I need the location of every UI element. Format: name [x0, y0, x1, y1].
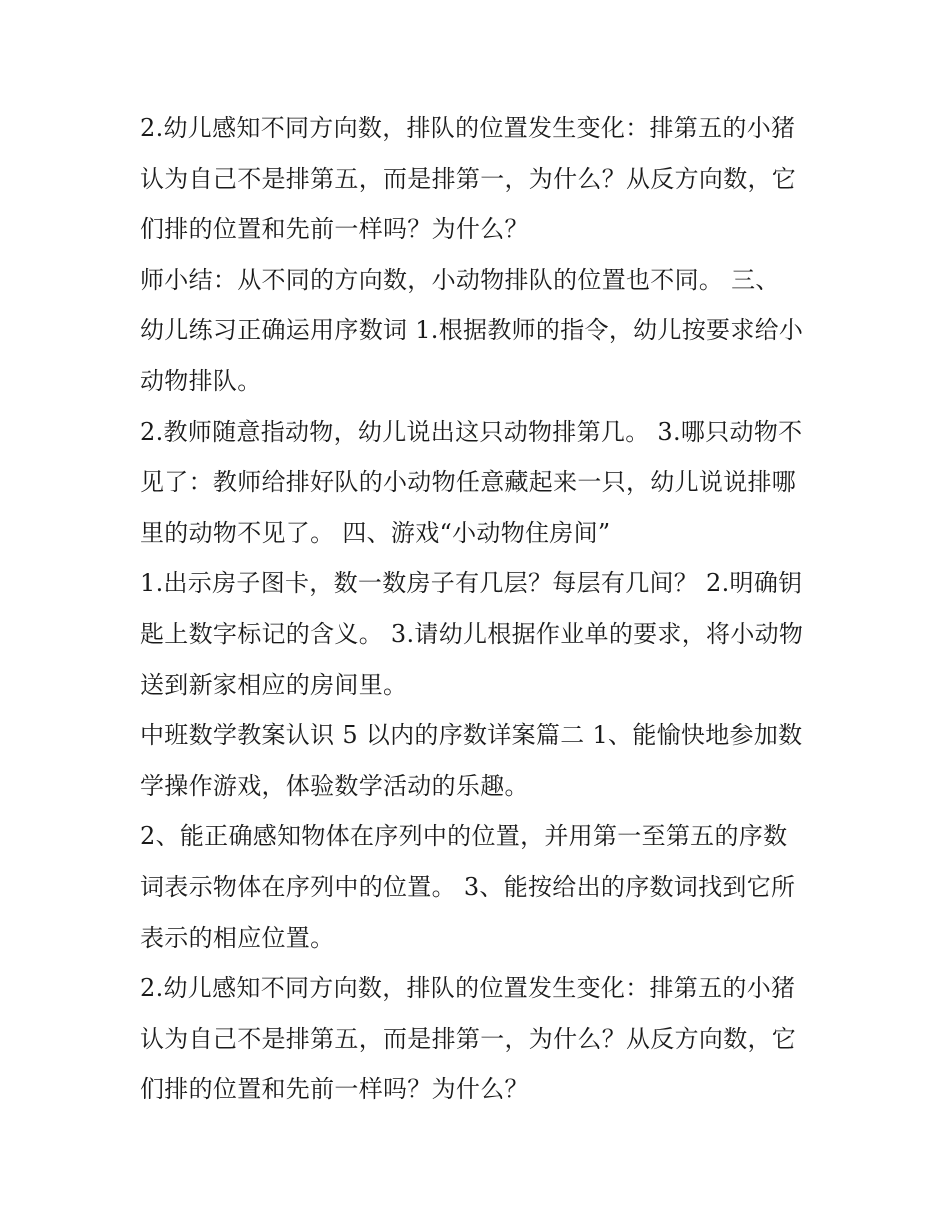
document-body [140, 103, 820, 1115]
text-line: 词表示物体在序列中的位置。 3、能按给出的序数词找到它所 [140, 872, 796, 901]
text-line: 认为自己不是排第五，而是排第一，为什么？从反方向数，它 [140, 1024, 797, 1053]
text-line: 1.出示房子图卡，数一数房子有几层？每层有几间？ 2.明确钥 [140, 569, 803, 598]
text-line: 里的动物不见了。 四、游戏“小动物住房间” [140, 518, 611, 547]
paragraph-6 [140, 811, 820, 963]
paragraph-7 [140, 963, 820, 1115]
paragraph-3 [140, 407, 820, 559]
text-line: 们排的位置和先前一样吗？为什么？ [140, 215, 529, 244]
paragraph-4 [140, 558, 820, 710]
text-line: 2.幼儿感知不同方向数，排队的位置发生变化：排第五的小猪 [140, 974, 796, 1003]
text-line: 送到新家相应的房间里。 [140, 670, 408, 699]
paragraph-5 [140, 710, 820, 811]
text-line: 们排的位置和先前一样吗？为什么？ [140, 1075, 529, 1104]
text-line: 学操作游戏，体验数学活动的乐趣。 [140, 771, 529, 800]
text-line: 中班数学教案认识 5 以内的序数详案篇二 1、能愉快地参加数 [140, 721, 803, 750]
text-line: 2.教师随意指动物，幼儿说出这只动物排第几。 3.哪只动物不 [140, 417, 803, 446]
text-line: 2、能正确感知物体在序列中的位置，并用第一至第五的序数 [140, 822, 788, 851]
text-line: 2.幼儿感知不同方向数，排队的位置发生变化：排第五的小猪 [140, 114, 796, 142]
text-line: 匙上数字标记的含义。 3.请幼儿根据作业单的要求，将小动物 [140, 619, 804, 648]
paragraph-1 [140, 103, 820, 255]
text-line: 幼儿练习正确运用序数词 1.根据教师的指令，幼儿按要求给小 [140, 316, 804, 345]
text-line: 表示的相应位置。 [140, 923, 335, 952]
text-line: 见了：教师给排好队的小动物任意藏起来一只，幼儿说说排哪 [140, 468, 797, 497]
paragraph-2 [140, 255, 820, 407]
text-line: 师小结：从不同的方向数，小动物排队的位置也不同。 三、 [140, 265, 780, 294]
text-line: 动物排队。 [140, 366, 262, 395]
text-line: 认为自己不是排第五，而是排第一，为什么？从反方向数，它 [140, 164, 797, 193]
